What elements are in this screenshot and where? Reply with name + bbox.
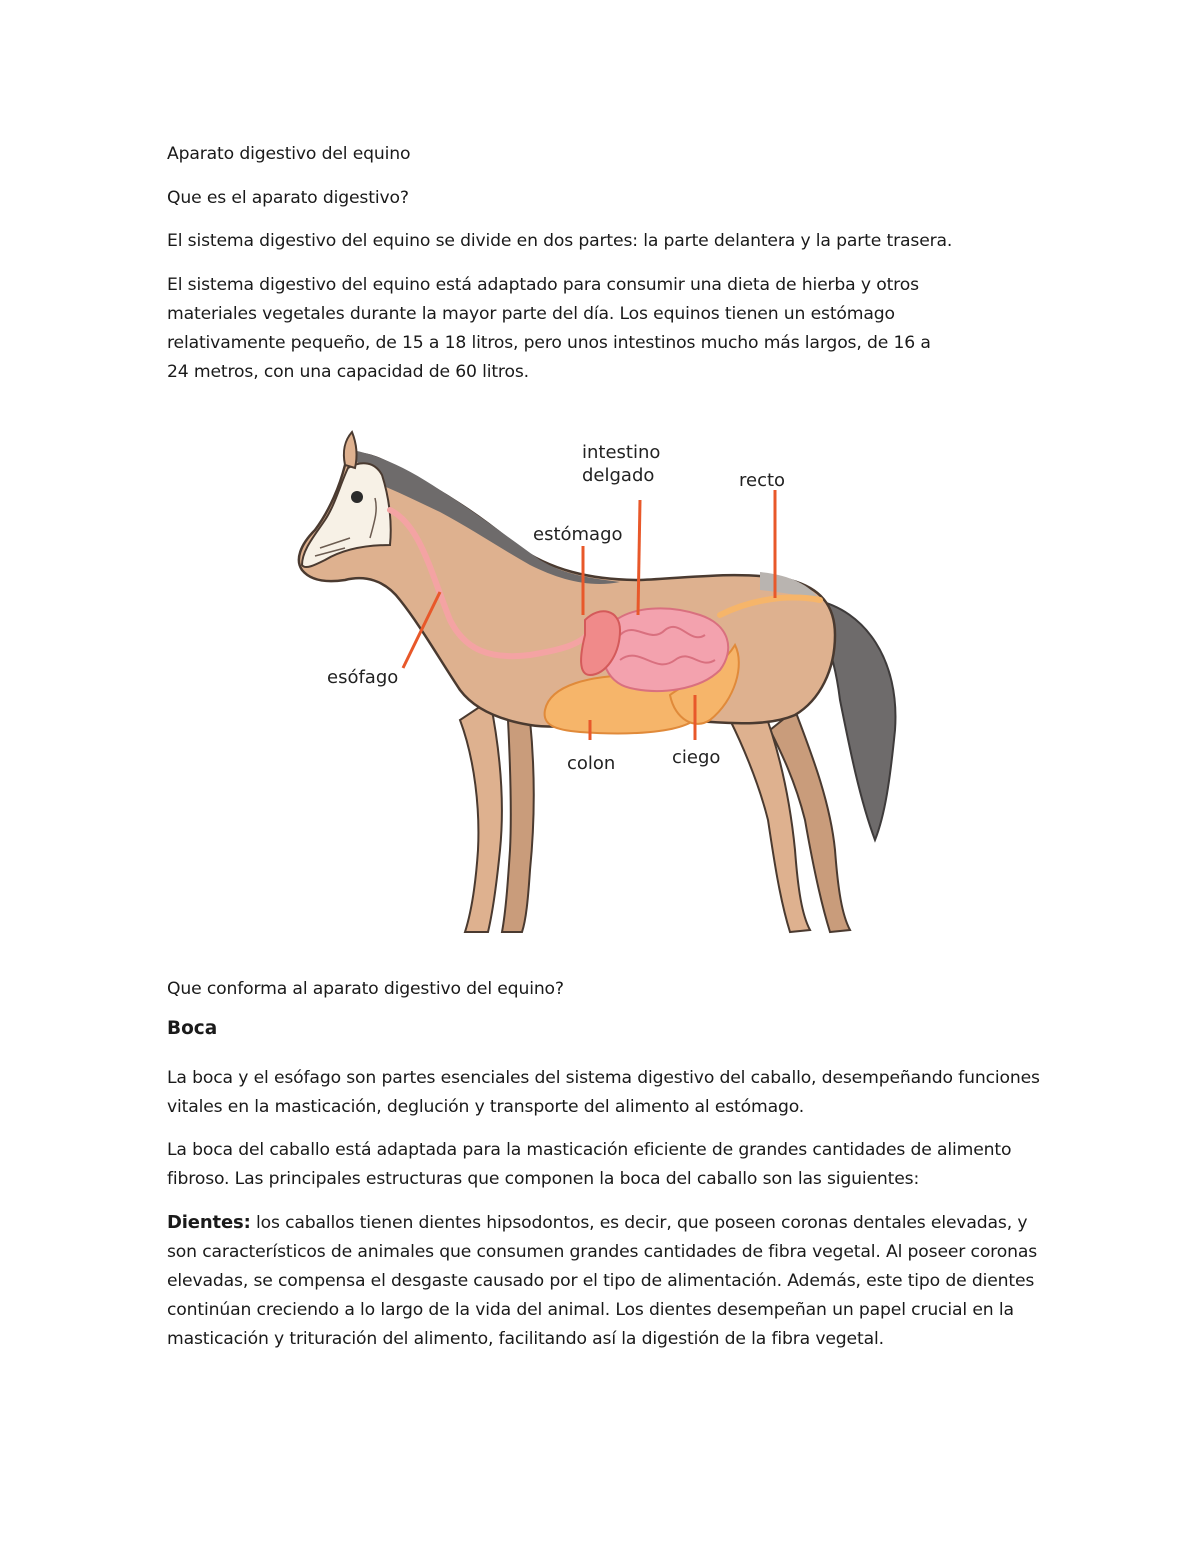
leader-line-intestino (638, 500, 640, 615)
small-intestine-organ (603, 608, 728, 691)
question-what-forms: Que conforma al aparato digestivo del equino? (167, 979, 564, 999)
label-colon: colon (567, 753, 616, 774)
label-intestino-2: delgado (582, 465, 655, 486)
dientes-text: los caballos tienen dientes hipsodontos, es decir, que poseen coronas dentales elevadas, y son característicos de animales que consumen grandes cantidades de fibra vegetal. Al poseer coronas elevadas, se compensa el desgaste causado por el tipo de alimentación. Además, este tipo de dientes continúan creciendo a lo largo de la vida del animal. Los dientes desempeñan un papel crucial en la masticación y trituración del alimento, facilitando así la digestión de la fibra vegetal. (167, 1213, 1038, 1349)
label-intestino-1: intestino (582, 442, 661, 463)
paragraph-divisions: El sistema digestivo del equino se divide en dos partes: la parte delantera y la parte trasera. (167, 231, 953, 251)
label-ciego: ciego (672, 747, 721, 768)
paragraph-boca-esofago: La boca y el esófago son partes esenciales del sistema digestivo del caballo, desempeñando funciones vitales en la masticación, deglución y transporte del alimento al estómago. (167, 1068, 1040, 1117)
horse-front-leg-back (502, 720, 534, 932)
paragraph-dientes (167, 1208, 1047, 1354)
horse-ear (344, 432, 357, 468)
question-what-is: Que es el aparato digestivo? (167, 188, 409, 208)
dientes-term: Dientes: (167, 1212, 251, 1233)
document-title: Aparato digestivo del equino (167, 144, 411, 164)
heading-boca: Boca (167, 1018, 218, 1039)
label-estomago: estómago (533, 524, 623, 545)
horse-front-leg-front (460, 700, 502, 932)
horse-digestive-diagram (290, 420, 930, 950)
label-recto: recto (739, 470, 786, 491)
label-esofago: esófago (327, 667, 399, 688)
paragraph-adaptation: El sistema digestivo del equino está adaptado para consumir una dieta de hierba y otros materiales vegetales durante la mayor parte del día. Los equinos tienen un estómago relativamente pequeño, de 15 a 18 litros, pero unos intestinos mucho más largos, de 16 a 24 metros, con una capacidad de 60 litros. (167, 275, 931, 382)
paragraph-boca-adaptada: La boca del caballo está adaptada para la masticación eficiente de grandes cantidades de alimento fibroso. Las principales estructuras que componen la boca del caballo son las siguientes: (167, 1140, 1012, 1189)
horse-eye (351, 491, 363, 503)
